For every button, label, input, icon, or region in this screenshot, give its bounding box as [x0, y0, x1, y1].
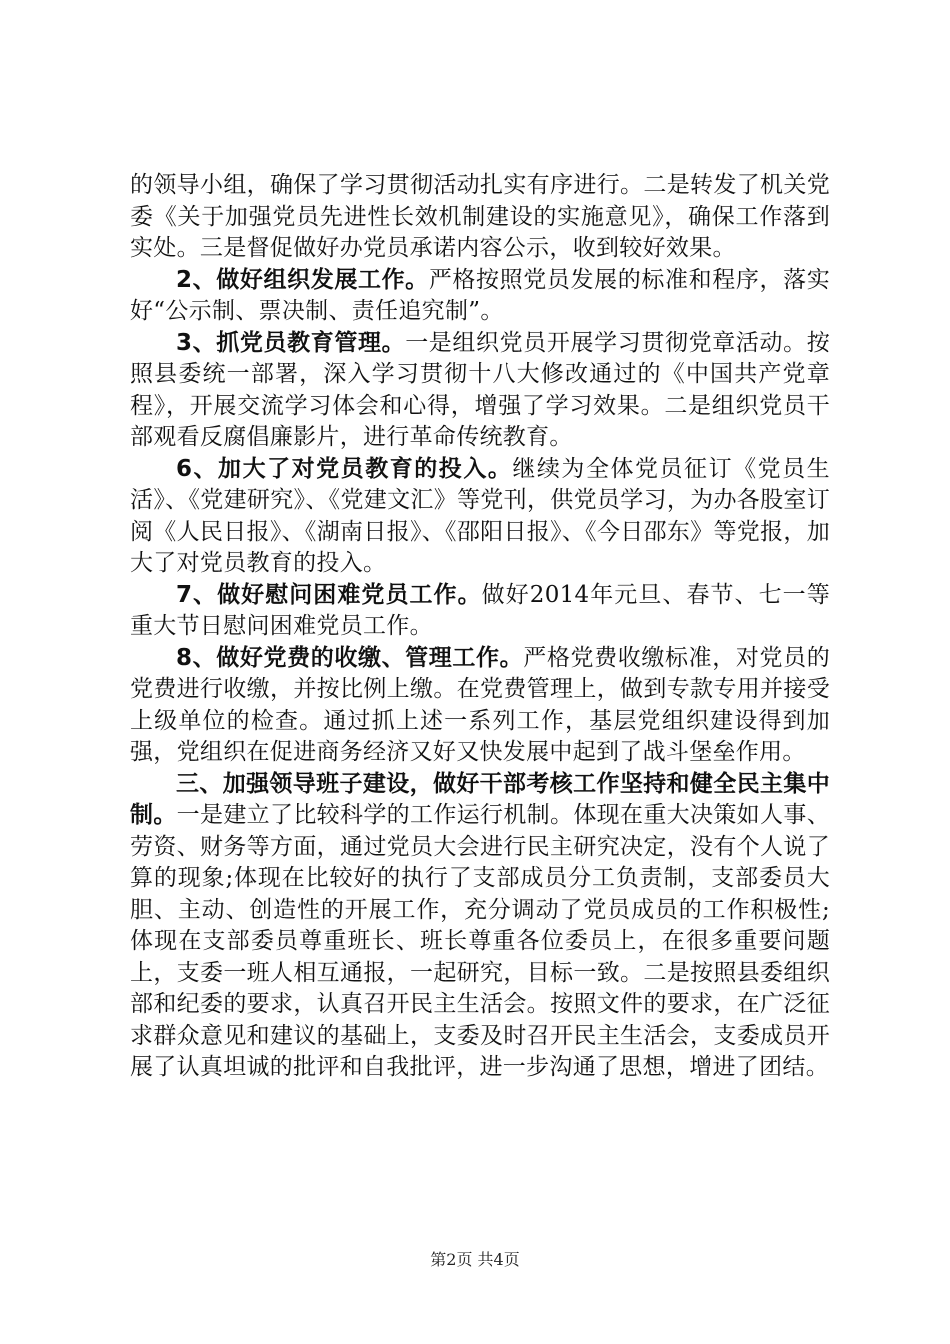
paragraph-heading: 3、抓党员教育管理。: [176, 329, 406, 356]
section-three-paragraph: [130, 769, 830, 1084]
paragraph-continuation: [130, 170, 830, 265]
paragraph-item-6: [130, 454, 830, 580]
paragraph-text: 严格按照党员发展的标准和程序，落实好“公示制、票决制、责任追究制”。: [130, 266, 830, 324]
paragraph-heading: 6、加大了对党员教育的投入。: [176, 455, 513, 482]
paragraph-heading: 2、做好组织发展工作。: [176, 266, 429, 293]
paragraph-text: 一是建立了比较科学的工作运行机制。体现在重大决策如人事、劳资、财务等方面，通过党员大会进行民主研究决定，没有个人说了算的现象;体现在比较好的执行了支部成员分工负责制，支部委员大胆、主动、创造性的开展工作，充分调动了党员成员的工作积极性;体现在支部委员尊重班长、班长尊重各位委员上，在很多重要问题上，支委一班人相互通报，一起研究，目标一致。二是按照县委组织部和纪委的要求，认真召开民主生活会。按照文件的要求，在广泛征求群众意见和建议的基础上，支委及时召开民主生活会，支委成员开展了认真坦诚的批评和自我批评，进一步沟通了思想，增进了团结。: [130, 802, 830, 1080]
page-footer: [0, 1247, 950, 1270]
paragraph-item-2: [130, 265, 830, 328]
paragraph-text: 严格党费收缴标准，对党员的党费进行收缴，并按比例上缴。在党费管理上，做到专款专用并接受上级单位的检查。通过抓上述一系列工作，基层党组织建设得到加强，党组织在促进商务经济又好又快发展中起到了战斗堡垒作用。: [130, 644, 830, 765]
paragraph-text: 的领导小组，确保了学习贯彻活动扎实有序进行。二是转发了机关党委《关于加强党员先进性长效机制建设的实施意见》，确保工作落到实处。三是督促做好办党员承诺内容公示，收到较好效果。: [130, 172, 830, 261]
paragraph-text: 做好2014年元旦、春节、七一等重大节日慰问困难党员工作。: [130, 581, 830, 639]
paragraph-item-8: [130, 643, 830, 769]
paragraph-heading: 7、做好慰问困难党员工作。: [176, 581, 482, 608]
section-heading: 三、加强领导班子建设，做好干部考核工作坚持和健全民主集中制。: [130, 770, 830, 828]
paragraph-text: 继续为全体党员征订《党员生活》、《党建研究》、《党建文汇》等党刊，供党员学习，为办各股室订阅《人民日报》、《湖南日报》、《邵阳日报》、《今日邵东》等党报，加大了对党员教育的投入。: [130, 455, 830, 576]
page-number-label: 第2页 共4页: [430, 1250, 520, 1269]
paragraph-heading: 8、做好党费的收缴、管理工作。: [176, 644, 524, 671]
document-body: [130, 170, 830, 1084]
paragraph-item-3: [130, 328, 830, 454]
paragraph-text: 一是组织党员开展学习贯彻党章活动。按照县委统一部署，深入学习贯彻十八大修改通过的《中国共产党章程》，开展交流学习体会和心得，增强了学习效果。二是组织党员干部观看反腐倡廉影片，进行革命传统教育。: [130, 329, 830, 450]
paragraph-item-7: [130, 580, 830, 643]
